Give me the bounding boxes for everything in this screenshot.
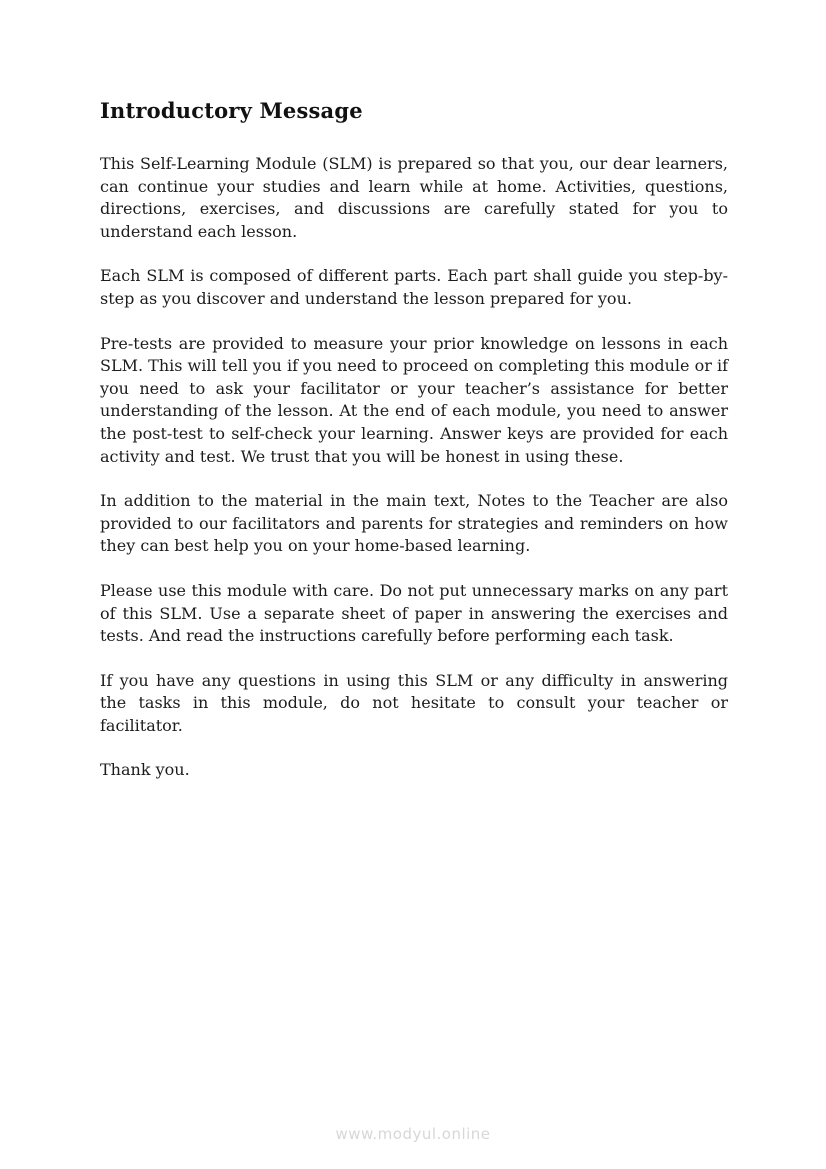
paragraph-slm-parts: Each SLM is composed of different parts. Each part shall guide you step-by-step as you discover and understand the lesson prepared for you. [100, 266, 728, 308]
paragraph-module-care: Please use this module with care. Do not put unnecessary marks on any part of this SLM. Use a separate sheet of paper in answering the exercises and tests. And read the instructions carefully before performing each task. [100, 580, 728, 646]
page-title: Introductory Message [100, 98, 363, 123]
paragraph-notes-to-teacher: In addition to the material in the main text, Notes to the Teacher are also provided to our facilitators and parents for strategies and reminders on how they can best help you on your home-based learning. [100, 491, 728, 556]
paragraph-thank-you: Thank you. [100, 760, 190, 780]
document-content [100, 98, 728, 782]
paragraph-questions: If you have any questions in using this SLM or any difficulty in answering the tasks in this module, do not hesitate to consult your teacher or facilitator. [100, 670, 728, 735]
watermark-text: www.modyul.online [335, 1125, 491, 1143]
paragraph-pretests: Pre-tests are provided to measure your prior knowledge on lessons in each SLM. This will tell you if you need to proceed on completing this module or if you need to ask your facilitator or your teacher’s assistance for better understanding of the lesson. At the end of each module, you need to answer the post-test to self-check your learning. Answer keys are provided for each activity and test. We trust that you will be honest in using these. [100, 333, 728, 466]
paragraph-intro: This Self-Learning Module (SLM) is prepared so that you, our dear learners, can continue your studies and learn while at home. Activities, questions, directions, exercises, and discussions are carefully stated for you to understand each lesson. [100, 154, 728, 241]
